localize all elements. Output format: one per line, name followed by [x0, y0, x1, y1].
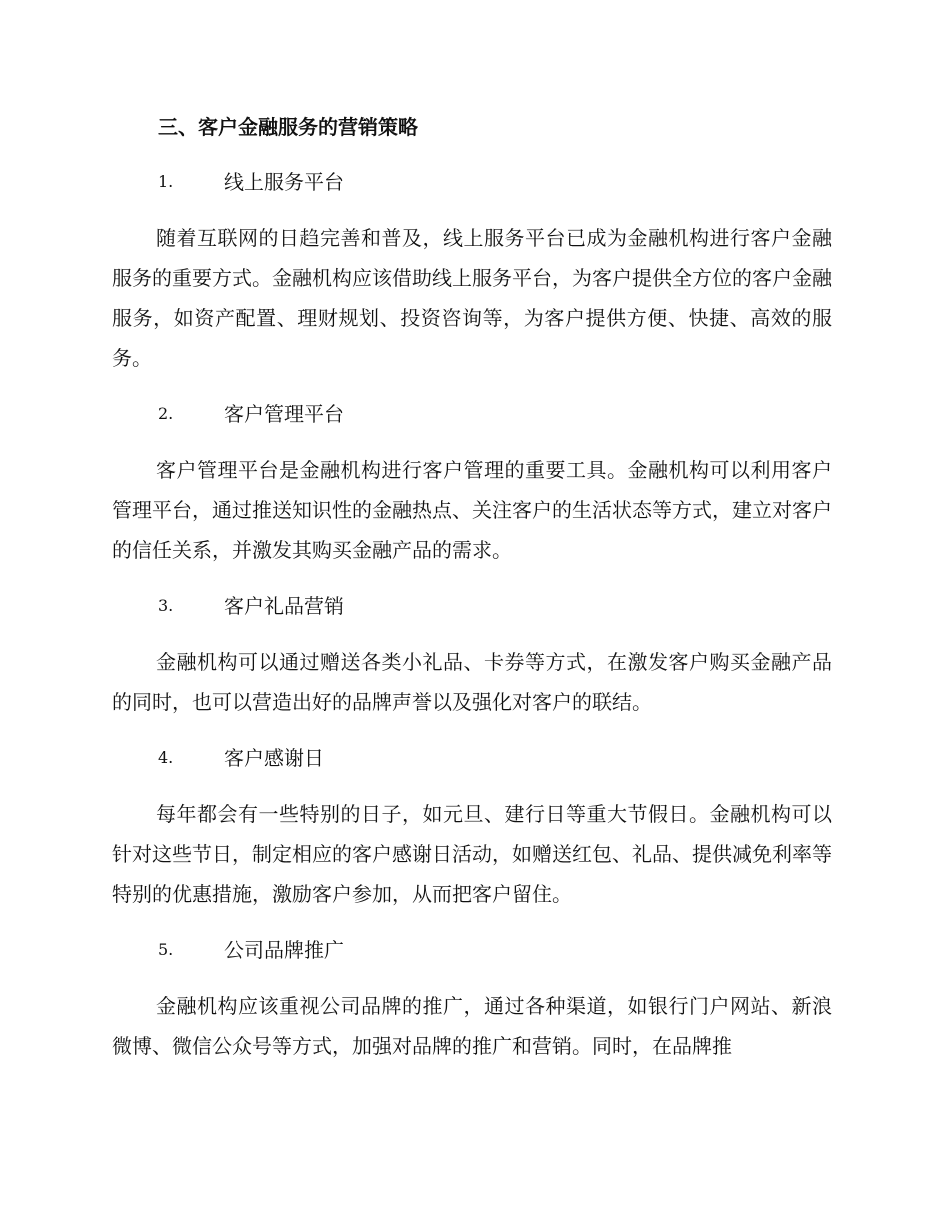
document-content — [112, 108, 832, 1066]
item-title-text: 线上服务平台 — [224, 170, 344, 194]
item-title-text: 客户礼品营销 — [224, 594, 344, 618]
item-number: 3. — [158, 596, 174, 615]
item-number: 4. — [158, 748, 174, 767]
item-number: 5. — [158, 940, 174, 959]
item-number: 1. — [158, 172, 174, 191]
item-paragraph-2: 客户管理平台是金融机构进行客户管理的重要工具。金融机构可以利用客户管理平台，通过推送知识性的金融热点、关注客户的生活状态等方式，建立对客户的信任关系，并激发其购买金融产品的需求。 — [112, 458, 832, 562]
item-title-3 — [112, 587, 832, 625]
item-paragraph-1: 随着互联网的日趋完善和普及，线上服务平台已成为金融机构进行客户金融服务的重要方式。金融机构应该借助线上服务平台，为客户提供全方位的客户金融服务，如资产配置、理财规划、投资咨询等，为客户提供方便、快捷、高效的服务。 — [112, 226, 832, 370]
item-title-text: 客户感谢日 — [224, 746, 324, 770]
section-heading: 三、客户金融服务的营销策略 — [158, 115, 418, 139]
item-title-4 — [112, 739, 832, 777]
item-paragraph-5: 金融机构应该重视公司品牌的推广，通过各种渠道，如银行门户网站、新浪微博、微信公众号等方式，加强对品牌的推广和营销。同时，在品牌推 — [112, 994, 832, 1058]
item-paragraph-3: 金融机构可以通过赠送各类小礼品、卡券等方式，在激发客户购买金融产品的同时，也可以营造出好的品牌声誉以及强化对客户的联结。 — [112, 650, 832, 714]
item-title-text: 客户管理平台 — [224, 402, 344, 426]
item-title-1 — [112, 163, 832, 201]
item-title-text: 公司品牌推广 — [224, 938, 344, 962]
item-title-5 — [112, 931, 832, 969]
item-number: 2. — [158, 404, 174, 423]
item-paragraph-4: 每年都会有一些特别的日子，如元旦、建行日等重大节假日。金融机构可以针对这些节日，制定相应的客户感谢日活动，如赠送红包、礼品、提供减免利率等特别的优惠措施，激励客户参加，从而把客户留住。 — [112, 802, 832, 906]
item-title-2 — [112, 395, 832, 433]
